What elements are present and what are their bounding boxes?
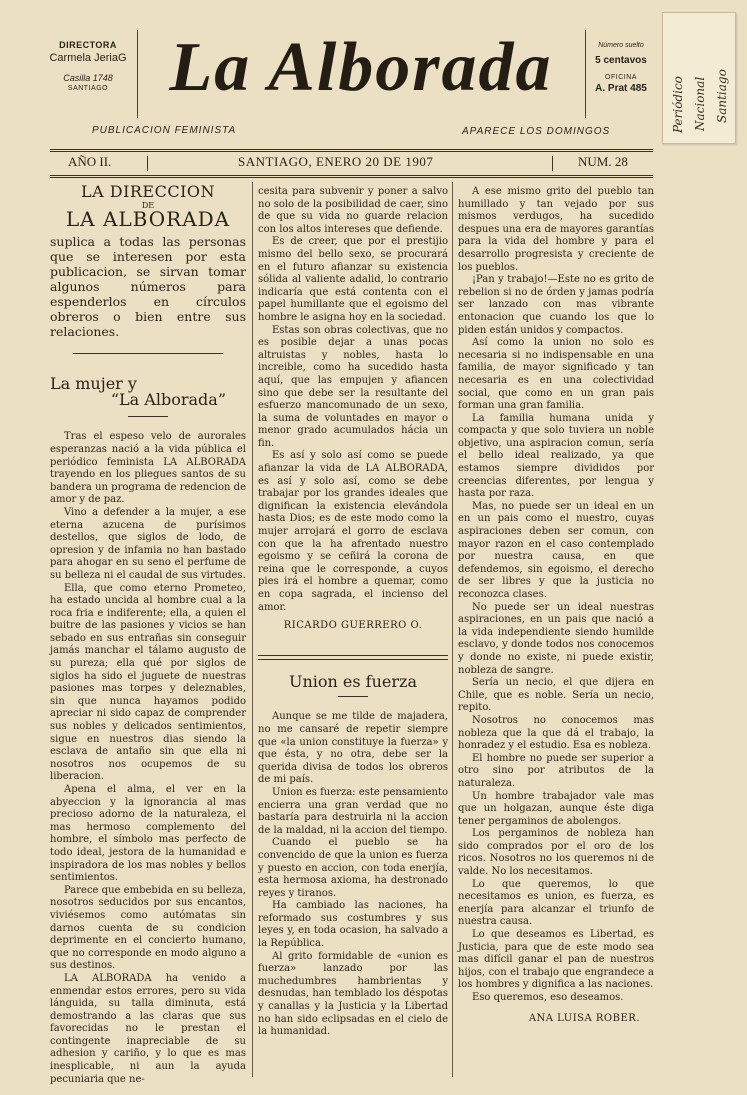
- article2-paragraph: Mas, no puede ser un ideal en un en un pais como el nuestro, cuyas aspiraciones deben ser comun, con mayor razon en el caso contemplado por nuestra causa, en que defendemos, sin egoismo, el derecho de ser libres y que la justicia no reconozca clases.: [458, 500, 654, 600]
- article2-paragraph: Lo que deseamos es Libertad, es Justicia, para que de este modo sea mas difícil ganar el pan de nuestros hijos, con el trabajo que engrandece a los hombres y dignifica a las naciones.: [458, 929, 654, 991]
- po-box: Casilla 1748: [63, 73, 113, 83]
- article2-paragraph: Union es fuerza: este pensamiento encierra una gran verdad que no bastaría para destruirla ni la accion de la maldad, ni la accion del tiempo.: [258, 786, 448, 836]
- article2-paragraph: No puede ser un ideal nuestras aspiraciones, en un pais que nació a la vida independiente siendo humilde esclavo, y donde todos nos conocemos y donde no existe, ni puede existir, nobleza de sangre.: [458, 601, 654, 676]
- article2-paragraph: Ha cambiado las naciones, ha reformado sus costumbres y sus leyes y, en toda ocasion, ha salvado a la República.: [258, 900, 448, 950]
- article2-paragraph: Así como la union no solo es necesaria si no indispensable en una familia, de mayor significado y tan necesaria es en una colectividad social, que como en un gran pais forman una gran familia.: [458, 337, 654, 412]
- article2-paragraph: Lo que queremos, lo que necesitamos es union, es fuerza, es enerjía para alcanzar el triunfo de nuestra causa.: [458, 878, 654, 928]
- price-value: 5 centavos: [595, 55, 647, 66]
- office-label: OFICINA: [605, 74, 637, 81]
- rule-bottom: [50, 175, 653, 176]
- article1-title-1: La mujer y: [50, 373, 137, 393]
- article2-signature: ANA LUISA ROBER.: [528, 1012, 640, 1024]
- article1-paragraph: Tras el espeso velo de aurorales esperanzas nació a la vida pública el periódico feminista LA ALBORADA trayendo en los pliegues santos de su bandera un programa de redencion de amor y de paz.: [50, 431, 246, 506]
- article2-paragraph: El hombre no puede ser superior a otro sino por atributos de la naturaleza.: [458, 752, 654, 789]
- tagline-left: PUBLICACION FEMINISTA: [92, 125, 237, 136]
- archive-slip: [662, 12, 736, 144]
- issue-date: SANTIAGO, ENERO 20 DE 1907: [238, 154, 434, 169]
- director-label: DIRECTORA: [59, 40, 117, 50]
- article2-paragraph: Al grito formidable de «union es fuerza» lanzado por las muchedumbres hambrientas y desnudas, han temblado los déspotas y canallas y la Justicia y la Libertad no han sido eclipsadas en el cielo de la humanidad.: [258, 950, 448, 1038]
- article1-paragraph: LA ALBORADA ha venido a enmendar estos errores, pero su vida lánguida, su talla diminuta, está demostrando a las claras que sus favorecidas no le prestan el contingente inapreciable de su adhesion y cariño, y lo que es mas inesplicable, ni aun la ayuda pecuniaria que ne-: [50, 972, 246, 1085]
- article1-paragraph: Apena el alma, el ver en la abyeccion y la ignorancia al mas precioso adorno de la naturaleza, el mas hermoso complemento del hombre, el símbolo mas perfecto de todo ideal, jestora de la humanidad e inspiradora de los mas nobles y bellos sentimientos.: [50, 784, 246, 884]
- city: SANTIAGO: [67, 85, 109, 92]
- article1-paragraph: Vino a defender a la mujer, a ese eterna azucena de purísimos destellos, que siglos de lodo, de opresion y de infamia no han bastado para ahogar en su seno el perfume de su belleza ni el caudal de sus virtudes.: [50, 506, 246, 581]
- notice-box: [50, 182, 246, 339]
- dateline: [50, 154, 653, 172]
- column-rule-2: [452, 182, 453, 1077]
- column-3: [458, 186, 654, 1025]
- article1-paragraph: Estas son obras colectivas, que no es posible dejar a unas pocas altruistas y nobles, hasta lo increible, como ha sucedido hasta aquí, que las empujen y afiancen sino que debe ser la resultante del esfuerzo mancomunado de un sexo, la suma de voluntades en mayor o menor grado acumulados hácia un fin.: [258, 324, 448, 449]
- column-rule-1: [252, 182, 253, 1077]
- article2-paragraph: Un hombre trabajador vale mas que un holgazan, aunque éste diga tener pergaminos de abolengos.: [458, 790, 654, 827]
- director-box: [38, 40, 138, 92]
- article1-paragraph: Es de creer, que por el prestijio mismo del bello sexo, se procurará en el futuro afianzar su existencia sólida al valiente adalid, lo contrario indicaría que está contenta con el papel humillante que el egoismo del hombre le asigna hoy en la sociedad.: [258, 236, 448, 323]
- article2-paragraph: Los pergaminos de nobleza han sido comprados por el oro de los ricos. Nosotros no los queremos ni de valde. No los necesitamos.: [458, 828, 654, 878]
- title-rule: [338, 696, 368, 697]
- handwritten-note-1: Periódico: [671, 76, 685, 133]
- article2-paragraph: Aunque se me tilde de majadera, no me cansaré de repetir siempre que «la union constituye la fuerza» y que ésta, y no otra, debe ser la querida divisa de todos los obreros de mi país.: [258, 711, 448, 786]
- notice-head-3: LA ALBORADA: [65, 207, 231, 232]
- title-rule: [128, 416, 168, 417]
- column-1: [50, 182, 246, 1086]
- notice-head-1: LA DIRECCION: [80, 182, 216, 201]
- tagline-right: APARECE LOS DOMINGOS: [462, 126, 611, 137]
- director-name: Carmela JeriaG: [49, 52, 127, 64]
- article1-signature: RICARDO GUERRERO O.: [283, 620, 423, 632]
- article2-paragraph: Cuando el pueblo se ha convencido de que la union es fuerza y puesto en accion, con toda enerjía, esta hermosa axioma, ha destronado reyes y tiranos.: [258, 837, 448, 899]
- notice-body: suplica a todas las personas que se interesen por esta publicacion, se sirvan tomar algunos números para espenderlos en círculos obreros o bien entre sus relaciones.: [50, 233, 246, 339]
- issue-number: NUM. 28: [578, 154, 628, 169]
- dateline-separator: [147, 156, 148, 171]
- handwritten-note-3: Santiago: [715, 69, 729, 123]
- article2-title: Union es fuerza: [288, 671, 417, 691]
- article1-title-2: “La Alborada”: [110, 389, 226, 409]
- article2-paragraph: ¡Pan y trabajo!—Este no es grito de rebelion si no de órden y jamas podría ser lanzado con mas vibrante entonacion que cuando los que lo piden están unidos y compactos.: [458, 274, 654, 336]
- rule-top-2: [50, 151, 653, 152]
- article2-paragraph: La familia humana unida y compacta y que solo tuviera un noble objetivo, una aspiracion comun, sería el bello ideal realizado, ya que estamos siempre divididos por creencias diferentes, por lengua y hasta por raza.: [458, 412, 654, 500]
- article1-paragraph: cesita para subvenir y poner a salvo no solo de la posibilidad de caer, sino de que su vida no guarde relacion con los altos intereses que defiende.: [258, 186, 448, 235]
- handwritten-note-2: Nacional: [693, 76, 707, 131]
- issue-year: AÑO II.: [68, 154, 112, 169]
- price-label: Número suelto: [598, 42, 644, 49]
- notice-head-2: DE: [141, 200, 155, 210]
- article2-paragraph: Sería un necio, el que dijera en Chile, que es noble. Sería un necio, repito.: [458, 677, 654, 714]
- rule-top: [50, 149, 653, 150]
- article2-paragraph: Nosotros no conocemos mas nobleza que la que dá el trabajo, la honradez y el estudio. Esa es nobleza.: [458, 714, 654, 752]
- office-address: A. Prat 485: [595, 83, 647, 94]
- article1-paragraph: Es así y solo así como se puede afianzar la vida de LA ALBORADA, es así y solo así, como se debe trabajar por los grandes ideales que dignifican la existencia elevándola hasta Dios; es de este modo como la mujer arrojará el gorro de esclava con que la ha afrentado nuestro egoismo y se ceñirá la corona de reina que le corresponde, a cuyos pies irá el hombre a quemar, como en copa sagrada, el incienso del amor.: [258, 450, 448, 613]
- newspaper-title: La Alborada: [169, 29, 553, 106]
- rule-bottom-2: [50, 177, 653, 178]
- section-rule: [73, 353, 223, 354]
- article1-paragraph: Parece que embebida en su belleza, nosotros seducidos por sus encantos, viviésemos como autómatas sin darnos cuenta de su condicion deprimente en el concierto humano, que no corresponde en modo alguno a sus destinos.: [50, 884, 246, 972]
- article1-paragraph: Ella, que como eterno Prometeo, ha estado uncida al hombre cual a la roca fria e indiferente; ella, a quien el buitre de las pasiones y vicios se han sebado en sus entrañas sin conseguir jamás manchar el tálamo augusto de su pureza; ella qué por siglos de siglos ha sido el juguete de nuestras pasiones mas torpes y deleznables, sin que nunca hayamos podido apreciar ni sido capaz de comprender sus nobles y delicados sentimientos, sigue en nuestros dias siendo la esclava de antaño sin que ella ni nosotros nos ocupemos de su liberacion.: [50, 582, 246, 783]
- price-box: [586, 42, 656, 94]
- section-double-rule: [258, 655, 448, 660]
- article2-paragraph: Eso queremos, eso deseamos.: [472, 992, 624, 1003]
- dateline-separator: [552, 156, 553, 171]
- article2-paragraph: A ese mismo grito del pueblo tan humillado y tan vejado por sus mismos verdugos, ha sucedido despues una era de mayores garantías para la vida del hombre y para el desarrollo progresista y creciente de los pueblos.: [458, 186, 654, 273]
- column-2: [258, 186, 448, 1039]
